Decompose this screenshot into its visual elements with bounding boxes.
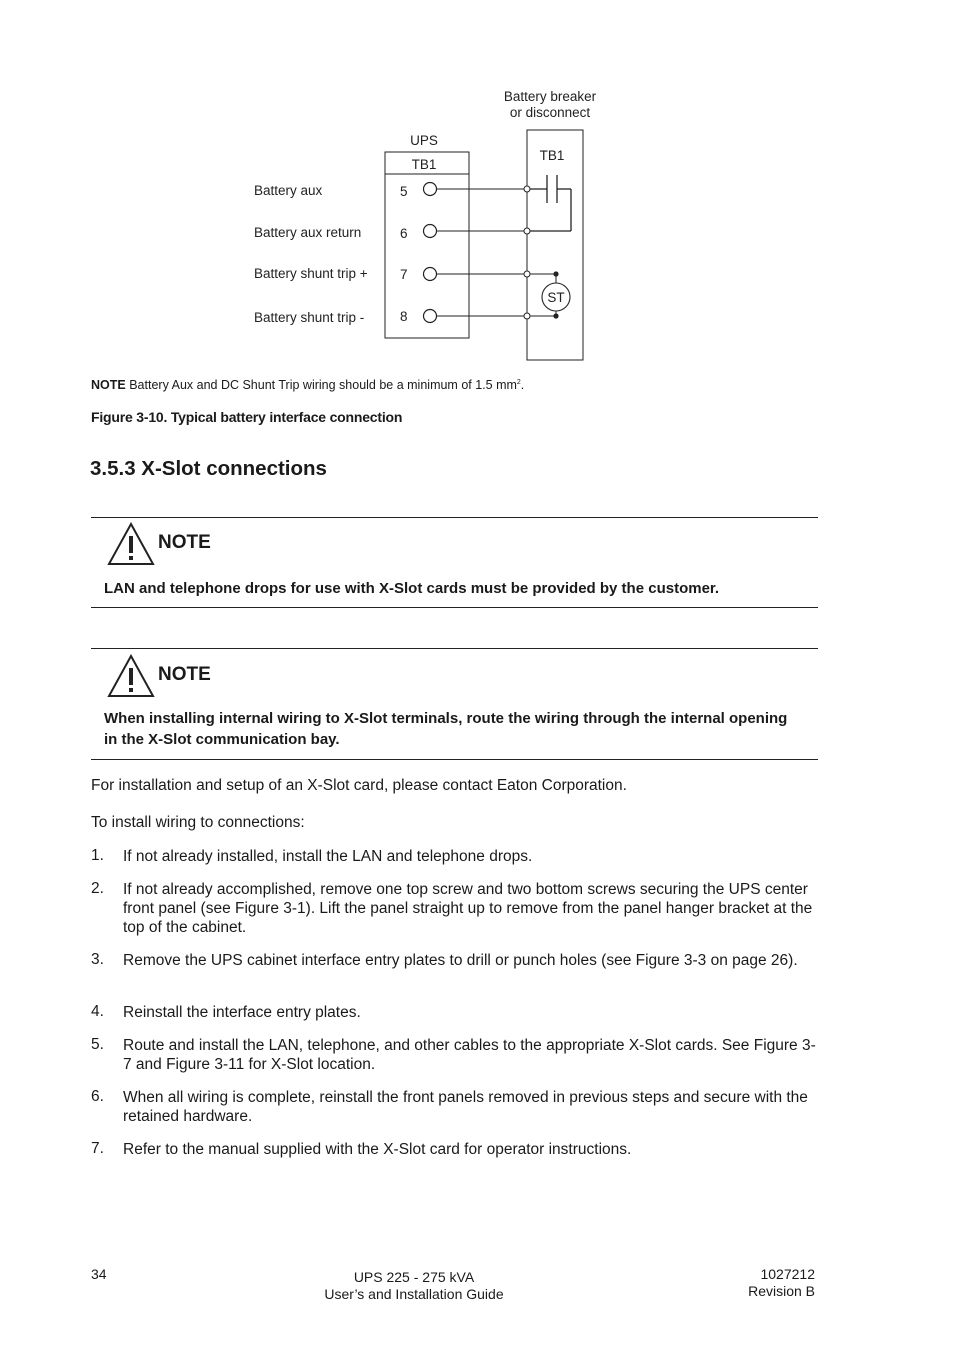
step-number: 4. xyxy=(91,1003,104,1020)
breaker-tb1-block xyxy=(527,130,583,360)
st-label: ST xyxy=(547,290,565,305)
step-text: When all wiring is complete, reinstall the front panels removed in previous steps and secure with the retained hardware. xyxy=(123,1089,808,1125)
figure-note-prefix: NOTE xyxy=(91,378,126,392)
step-text: Remove the UPS cabinet interface entry plates to drill or punch holes (see Figure 3-3 on page 26). xyxy=(123,952,798,969)
breaker-label-line1: Battery breaker xyxy=(503,89,597,104)
figure-note-end: . xyxy=(520,378,525,392)
page-number: 34 xyxy=(91,1266,107,1282)
footer-title xyxy=(300,1269,528,1303)
wire-row-5 xyxy=(424,183,531,196)
note-2-heading: NOTE xyxy=(158,664,211,685)
note-box-2 xyxy=(91,648,818,760)
ups-label: UPS xyxy=(410,133,438,148)
step-text: If not already accomplished, remove one top screw and two bottom screws securing the UPS center front panel (see Figure 3-1). Lift the panel straight up to remove from the panel hanger bracket at the top of the cabinet. xyxy=(123,881,813,936)
warning-icon xyxy=(107,654,155,698)
breaker-tb1-label: TB1 xyxy=(539,148,565,163)
doc-number: 1027212 xyxy=(760,1266,815,1282)
footer-title-line2: User’s and Installation Guide xyxy=(324,1286,504,1302)
step-number: 3. xyxy=(91,951,104,968)
step-number: 2. xyxy=(91,880,104,897)
step-text: Route and install the LAN, telephone, and other cables to the appropriate X-Slot cards. See Figure 3-7 and Figure 3-11 for X-Slot location. xyxy=(123,1037,816,1073)
section-title: 3.5.3 X-Slot connections xyxy=(90,457,327,480)
terminal-6 xyxy=(424,225,437,238)
note-2-text: When installing internal wiring to X-Slot terminals, route the wiring through the internal opening in the X-Slot communication bay. xyxy=(104,710,788,748)
pin-number-5: 5 xyxy=(400,184,408,199)
pin-number-7: 7 xyxy=(400,267,408,282)
wire-row-7 xyxy=(424,268,559,281)
row-label-shunt-trip-minus: Battery shunt trip - xyxy=(254,310,365,325)
step-number: 7. xyxy=(91,1140,104,1157)
note-1-heading: NOTE xyxy=(158,532,211,553)
step-text: If not already installed, install the LAN and telephone drops. xyxy=(123,848,533,865)
step-number: 6. xyxy=(91,1088,104,1105)
figure-caption: Figure 3-10. Typical battery interface connection xyxy=(91,409,403,425)
figure-note-text: Battery Aux and DC Shunt Trip wiring should be a minimum of 1.5 mm xyxy=(129,378,517,392)
revision: Revision B xyxy=(748,1283,815,1299)
terminal-8 xyxy=(424,310,437,323)
row-label-shunt-trip-plus: Battery shunt trip + xyxy=(254,266,368,281)
note-box-1 xyxy=(91,517,818,608)
warning-icon xyxy=(107,522,155,566)
terminal-7 xyxy=(424,268,437,281)
step-number: 1. xyxy=(91,847,104,864)
step-text: Refer to the manual supplied with the X-Slot card for operator instructions. xyxy=(123,1141,632,1158)
step-number: 5. xyxy=(91,1036,104,1053)
row-label-battery-aux: Battery aux xyxy=(254,183,323,198)
wire-row-8 xyxy=(424,310,559,323)
row-label-battery-aux-return: Battery aux return xyxy=(254,225,362,240)
note-1-text: LAN and telephone drops for use with X-Slot cards must be provided by the customer. xyxy=(104,580,720,597)
intro-paragraph: For installation and setup of an X-Slot card, please contact Eaton Corporation. xyxy=(91,777,627,794)
step-text: Reinstall the interface entry plates. xyxy=(123,1004,361,1021)
steps-lead: To install wiring to connections: xyxy=(91,814,305,831)
battery-interface-diagram xyxy=(0,0,954,370)
footer-title-line1: UPS 225 - 275 kVA xyxy=(353,1269,475,1285)
figure-note xyxy=(91,378,524,392)
shunt-trip-coil xyxy=(542,274,570,316)
footer-doc-info xyxy=(700,1266,815,1300)
ups-tb1-label: TB1 xyxy=(411,157,437,172)
wire-row-6 xyxy=(424,225,531,238)
pin-number-8: 8 xyxy=(400,309,408,324)
figure-note-superscript: 2 xyxy=(516,378,521,386)
aux-contact-symbol xyxy=(530,175,571,231)
breaker-label-line2: or disconnect xyxy=(509,105,591,120)
pin-number-6: 6 xyxy=(400,226,408,241)
terminal-5 xyxy=(424,183,437,196)
